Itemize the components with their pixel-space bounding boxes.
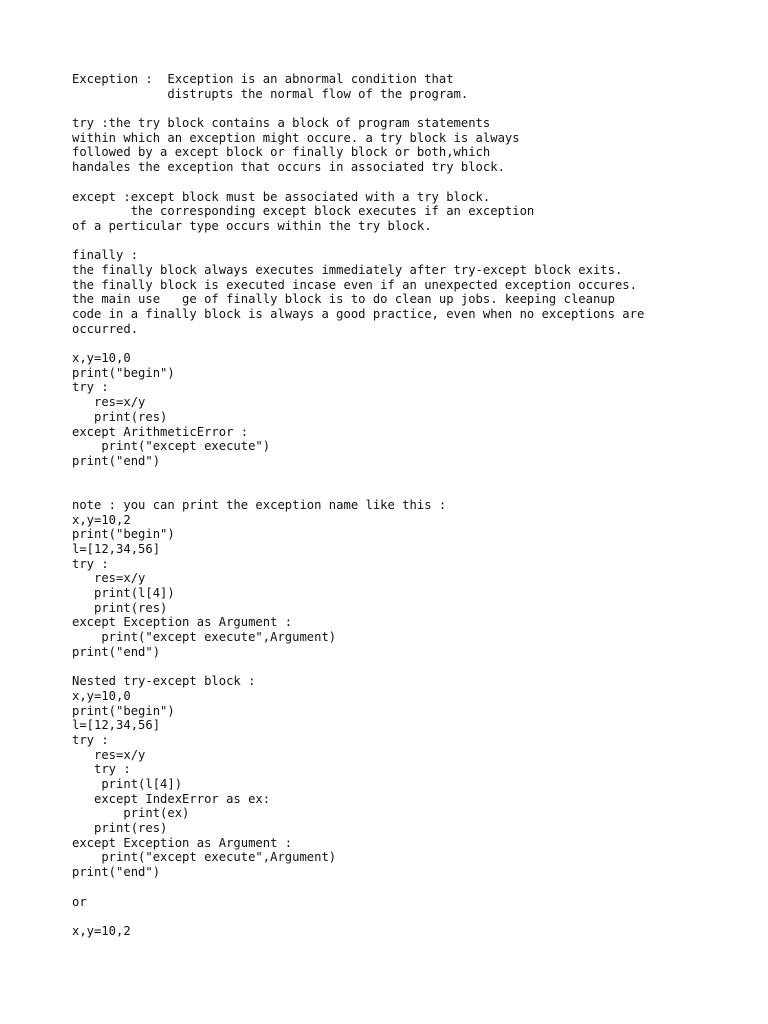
code-line: x,y=10,0 bbox=[72, 351, 131, 366]
code-line: res=x/y bbox=[72, 747, 146, 762]
code-line: print("begin") bbox=[72, 527, 175, 542]
code-line: except Exception as Argument : bbox=[72, 615, 293, 630]
code-line: print("begin") bbox=[72, 703, 175, 718]
text-line: finally : bbox=[72, 248, 139, 263]
code-line: print(res) bbox=[72, 821, 168, 836]
code-line: x,y=10,2 bbox=[72, 512, 131, 527]
text-line bbox=[72, 469, 752, 484]
document-page bbox=[72, 72, 752, 939]
text-line bbox=[72, 909, 752, 924]
text-line: within which an exception might occure. a try block is always bbox=[72, 130, 520, 145]
text-line: code in a finally block is always a good practice, even when no exceptions are bbox=[72, 307, 645, 321]
code-line: l=[12,34,56] bbox=[72, 542, 161, 556]
code-line: print("except execute",Argument) bbox=[72, 850, 337, 865]
code-line: print("end") bbox=[72, 644, 161, 659]
text-line bbox=[72, 234, 752, 249]
text-line bbox=[72, 880, 752, 895]
code-line: x,y=10,2 bbox=[72, 923, 131, 938]
code-line: print(res) bbox=[72, 600, 168, 615]
text-line: the finally block is executed incase even if an unexpected exception occures. bbox=[72, 277, 637, 292]
text-line: the finally block always executes immediately after try-except block exits. bbox=[72, 262, 623, 277]
text-line: Nested try-except block : bbox=[72, 674, 256, 689]
text-line: note : you can print the exception name like this : bbox=[72, 497, 447, 512]
text-line: Exception : Exception is an abnormal condition that bbox=[72, 72, 454, 86]
code-line: print("except execute") bbox=[72, 439, 271, 454]
text-line: or bbox=[72, 894, 87, 909]
code-line: res=x/y bbox=[72, 571, 146, 586]
code-line: res=x/y bbox=[72, 395, 146, 410]
code-line: print(l[4]) bbox=[72, 777, 183, 791]
code-line: print("end") bbox=[72, 865, 161, 880]
code-line: print("begin") bbox=[72, 365, 175, 380]
text-line bbox=[72, 101, 752, 116]
text-line: handales the exception that occurs in associated try block. bbox=[72, 160, 505, 175]
text-line bbox=[72, 175, 752, 190]
text-line bbox=[72, 336, 752, 351]
text-line: try :the try block contains a block of program statements bbox=[72, 116, 491, 131]
code-line: try : bbox=[72, 556, 109, 571]
code-line: print("except execute",Argument) bbox=[72, 630, 337, 645]
text-line: the main use ge of finally block is to do clean up jobs. keeping cleanup bbox=[72, 292, 615, 307]
text-line: except :except block must be associated with a try block. bbox=[72, 189, 491, 204]
text-line: the corresponding except block executes if an exception bbox=[72, 204, 535, 219]
code-line: except IndexError as ex: bbox=[72, 791, 271, 806]
code-line: except ArithmeticError : bbox=[72, 424, 249, 439]
code-line: x,y=10,0 bbox=[72, 688, 131, 703]
code-line: l=[12,34,56] bbox=[72, 718, 161, 733]
text-line bbox=[72, 660, 752, 675]
code-line: try : bbox=[72, 732, 109, 747]
code-line: print(l[4]) bbox=[72, 586, 175, 601]
text-line: of a perticular type occurs within the try block. bbox=[72, 218, 432, 233]
text-line: distrupts the normal flow of the program. bbox=[72, 86, 469, 101]
text-line: followed by a except block or finally block or both,which bbox=[72, 145, 491, 160]
code-line: try : bbox=[72, 762, 131, 777]
code-line: print(ex) bbox=[72, 806, 190, 821]
code-line: try : bbox=[72, 380, 109, 395]
code-line: print("end") bbox=[72, 453, 161, 468]
code-line: print(res) bbox=[72, 409, 168, 424]
text-line bbox=[72, 483, 752, 498]
text-line: occurred. bbox=[72, 321, 139, 336]
code-line: except Exception as Argument : bbox=[72, 835, 293, 850]
